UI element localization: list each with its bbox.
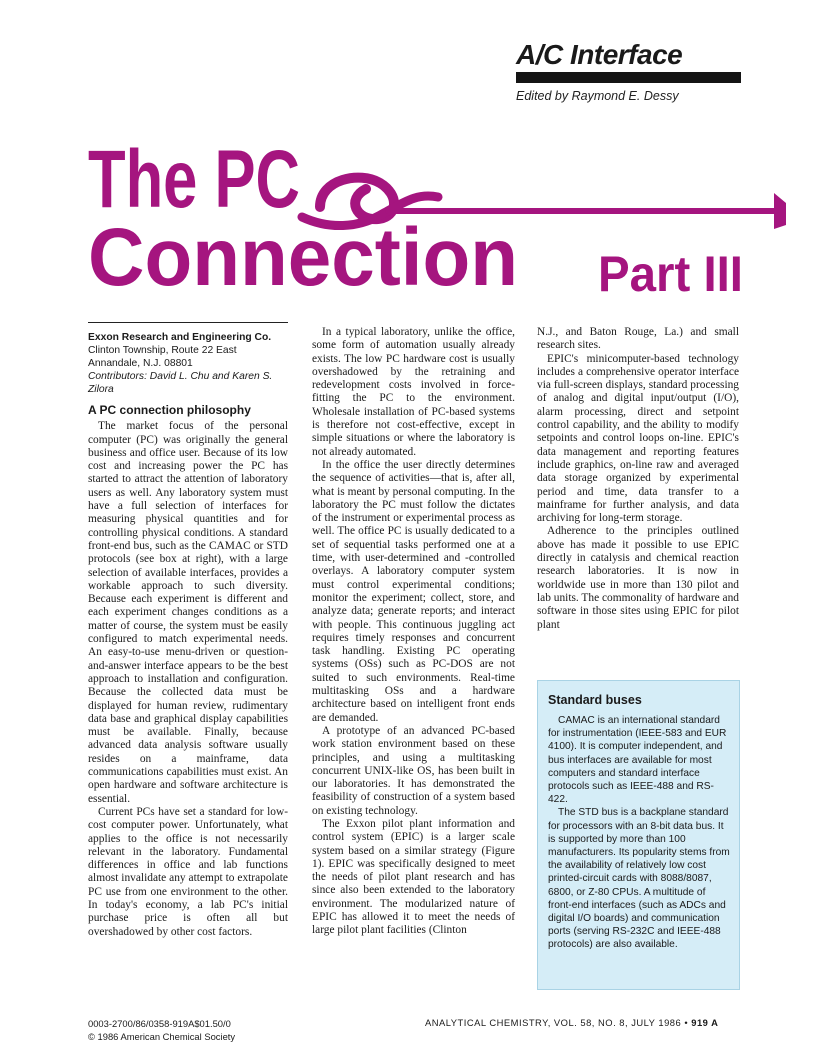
paragraph: N.J., and Baton Rouge, La.) and small research sites. [537, 326, 739, 352]
paragraph: In the office the user directly determines the sequence of activities—that is, after all, what is meant by personal computing. In the laboratory the PC must follow the dictates of the instrument or experimental process as well. The office PC is usually dedicated to a set of sequential tasks performed one at a time, with user-determined and -controlled overlays. A laboratory computer system must control experimental conditions; monitor the experiment; collect, store, and analyze data; generate reports; and interact with people. This continuous juggling act requires timely responses and concurrent task handling. Existing PC operating systems (OSs) such as PC-DOS are not suited to such environments. Real-time multitasking OSs and a hardware architecture based on intelligent front ends are demanded. [312, 458, 515, 724]
column-3 [537, 326, 739, 632]
footer-right [425, 1017, 718, 1028]
title-line-1: The PC [88, 145, 300, 225]
affiliation-org: Exxon Research and Engineering Co. [88, 332, 272, 343]
article-title-art [88, 145, 803, 310]
column-2 [312, 326, 515, 938]
column-1 [88, 322, 288, 939]
sidebar-paragraph: CAMAC is an international standard for instrumentation (IEEE-583 and EUR 4100). It is computer independent, and bus interfaces are available for most computers and standard interface protocols such as IEEE-488 and RS-422. [548, 715, 727, 806]
section-header [516, 40, 741, 103]
footer-copyright: © 1986 American Chemical Society [88, 1031, 236, 1042]
paragraph: The Exxon pilot plant information and control system (EPIC) is a larger scale system based on a similar strategy (Figure 1). EPIC was specifically designed to meet the needs of pilot plant research and has since also been extended to the laboratory environment. The modularized nature of EPIC has allowed it to meet the needs of large pilot plant facilities (Clinton [312, 817, 515, 937]
affiliation-address-2: Annandale, N.J. 08801 [88, 358, 193, 369]
paragraph: Adherence to the principles outlined above has made it possible to use EPIC directly in catalysis and chemical reaction research laboratories. It is now in worldwide use in more than 130 pilot and lab units. The commonality of hardware and software in those sites using EPIC for pilot plant [537, 525, 739, 631]
affiliation-contributors: Contributors: David L. Chu and Karen S. Zilora [88, 371, 273, 395]
footer-left [88, 1017, 235, 1043]
column-rule [88, 322, 288, 323]
section-editor: Edited by Raymond E. Dessy [516, 89, 679, 103]
paragraph: A prototype of an advanced PC-based work station environment based on these principles, and using a multitasking concurrent UNIX-like OS, has been built in our laboratories. It has demonstrated the feasibility of construction of a system based on existing technology. [312, 724, 515, 817]
title-line-2: Connection [88, 212, 518, 303]
footer-code: 0003-2700/86/0358-919A$01.50/0 [88, 1018, 231, 1029]
paragraph: EPIC's minicomputer-based technology includes a comprehensive operator interface via full-screen displays, standard processing of analog and digital input/output (I/O), alarm processing, direct and setpoint control capability, and the ability to modify setpoints and control loops on-line. EPIC's data management and reporting features include graphics, on-line raw and averaged data storage organized by experimental period and time, data transfer to a mainframe for further analysis, and data archiving for long-term storage. [537, 352, 739, 525]
affiliation [88, 331, 288, 396]
sidebar-title: Standard buses [548, 693, 642, 707]
paragraph: The market focus of the personal computer (PC) was originally the general business and office user. Because of its low cost and increasing power the PC has started to attract the attention of laboratory users as well. Any laboratory system must have a full selection of interfaces for measuring physical quantities and for controlling physical conditions. A standard front-end bus, such as the CAMAC or STD protocols (see box at right), with a large selection of available interfaces, provides a workable approach to such diversity. Because each experiment is different and each experiment changes conditions as a matter of course, the system must be easily configured to match experimental needs. An easy-to-use menu-driven or question-and-answer interface appears to be the best approach to installation and configuration. Because the collected data must be displayed for human review, rudimentary data base and graphical display capabilities must be available. Finally, because advanced data analysis software usually resides on a mainframe, data communications capabilities must exist. An open hardware and software architecture is essential. [88, 420, 288, 805]
section-subhead: A PC connection philosophy [88, 403, 251, 417]
affiliation-address-1: Clinton Township, Route 22 East [88, 345, 237, 356]
page-number: 919 A [691, 1017, 719, 1028]
sidebar-box-standard-buses [537, 680, 740, 990]
part-label: Part III [598, 246, 743, 302]
paragraph: Current PCs have set a standard for low-cost computer power. Unfortunately, what applies to the office is not necessarily relevant in the laboratory. Fundamental differences in office and lab functions almost invalidate any attempt to extrapolate PC use from one environment to the other. In today's economy, a lab PC's initial purchase price is often all but overshadowed by other cost factors. [88, 805, 288, 938]
section-title: A/C Interface [516, 39, 683, 70]
section-rule [516, 72, 741, 83]
footer-journal: ANALYTICAL CHEMISTRY, VOL. 58, NO. 8, JULY 1986 • [425, 1017, 689, 1028]
sidebar-paragraph: The STD bus is a backplane standard for processors with an 8-bit data bus. It is supported by more than 100 manufacturers. Its popularity stems from the availability of relatively low cost printed-circuit cards with 8088/8087, 6800, or Z-80 CPUs. A multitude of front-end interfaces (such as ADCs and digital I/O boards) and communication ports (serving RS-232C and IEEE-488 protocols) are also available. [548, 807, 730, 951]
paragraph: In a typical laboratory, unlike the office, some form of automation usually already exists. The low PC hardware cost is usually overshadowed by the retraining and redevelopment costs involved in force-fitting the PC to the environment. Wholesale installation of PC-based systems is therefore not cost-effective, except in simple situations or where the laboratory is not already automated. [312, 326, 515, 458]
